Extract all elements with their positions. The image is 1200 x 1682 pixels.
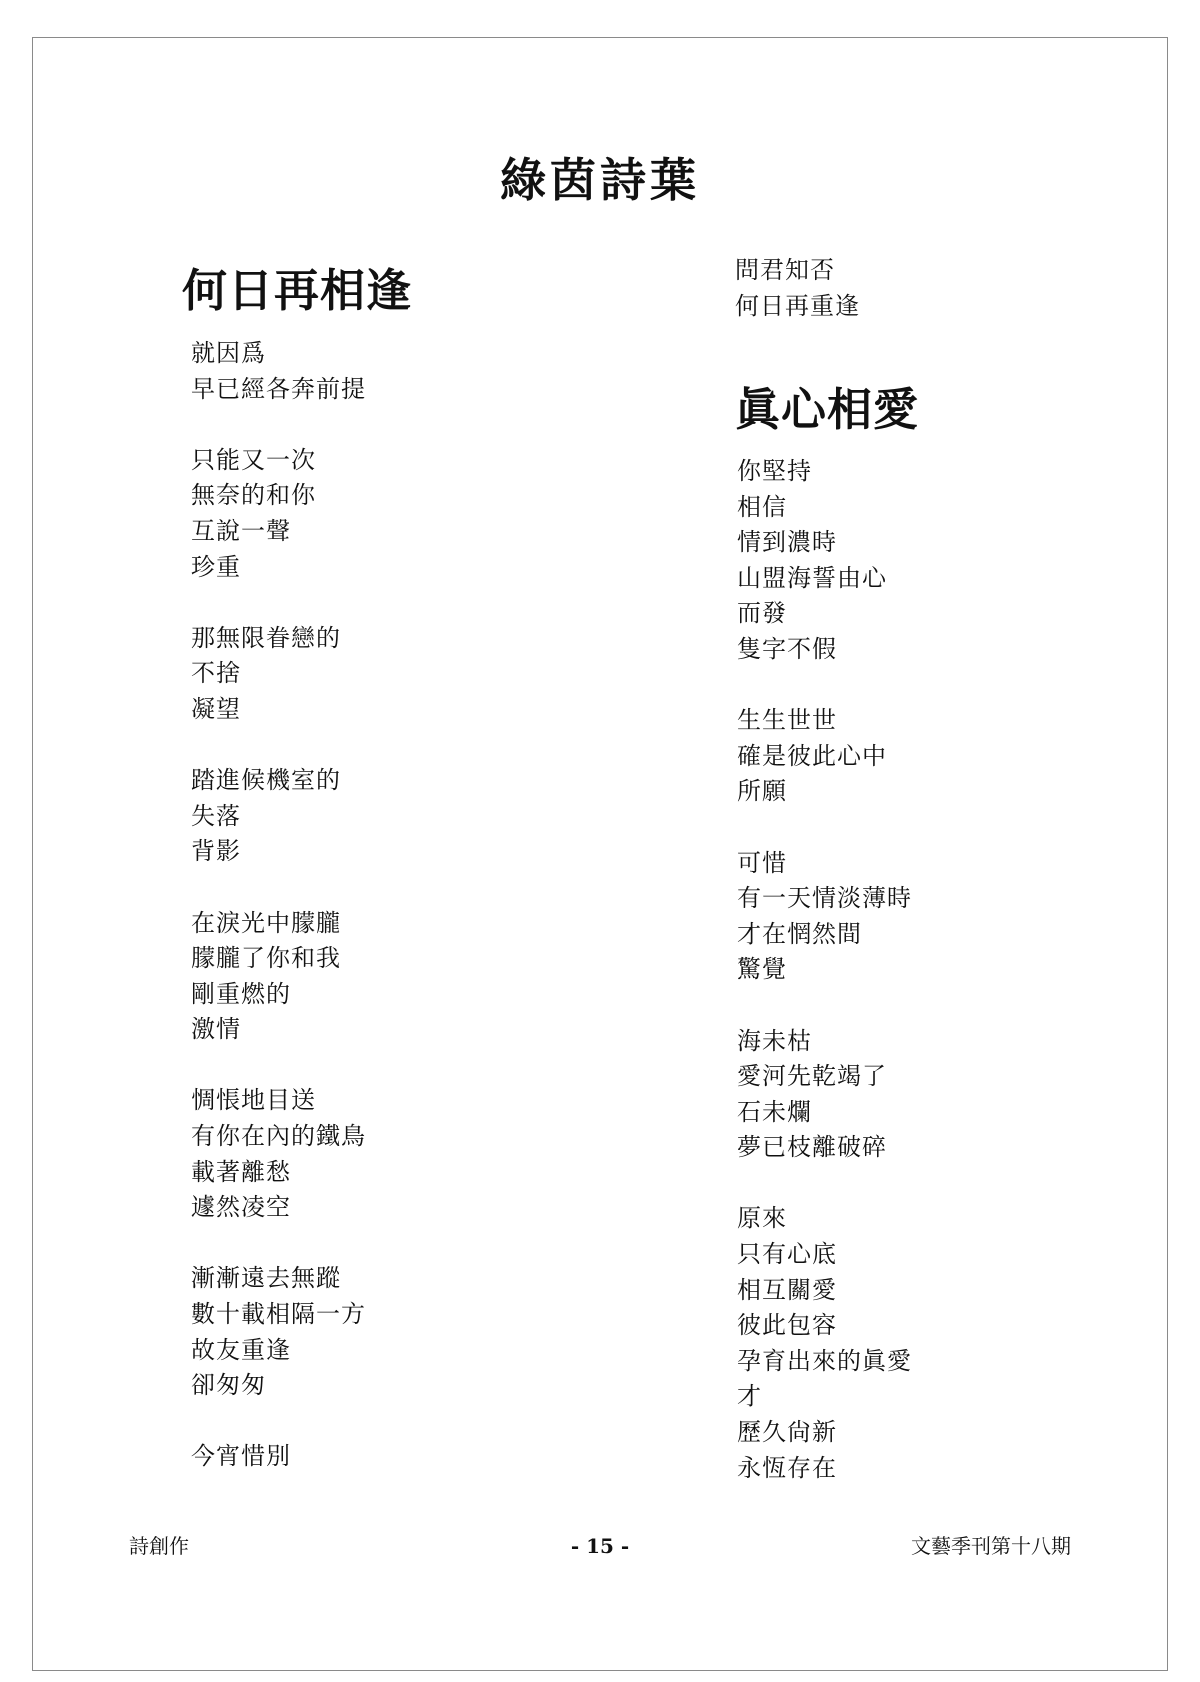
poem-1-line: 踏進候機室的 (191, 766, 341, 795)
poem-1-line: 載著離愁 (191, 1157, 291, 1186)
poem-1-continuation (735, 253, 860, 324)
poem-1-line: 漸漸遠去無蹤 (191, 1264, 341, 1293)
footer-section-label: 詩創作 (129, 1534, 189, 1558)
poem-2-line: 所願 (737, 777, 787, 806)
poem-2-line: 相互關愛 (737, 1275, 837, 1304)
poem-1-line: 激情 (191, 1015, 241, 1044)
poem-2-line: 石未爛 (737, 1097, 812, 1126)
poem-2-line: 確是彼此心中 (737, 741, 887, 770)
poem-2-line: 愛河先乾竭了 (737, 1062, 887, 1091)
poem-2-line: 而發 (737, 599, 787, 628)
poem-1-line: 凝望 (191, 694, 241, 723)
poem-2-line: 可惜 (737, 848, 787, 877)
poem-2-line: 海未枯 (737, 1026, 812, 1055)
poem-2-line: 才在惘然間 (737, 919, 862, 948)
poem-1-stanza (191, 336, 366, 407)
poem-2-line: 原來 (737, 1204, 787, 1233)
poem-1-cont-line: 問君知否 (735, 256, 835, 284)
poem-1-line: 今宵惜別 (191, 1442, 291, 1471)
section-title: 綠茵詩葉 (500, 153, 700, 207)
poem-2-stanza (737, 1024, 912, 1166)
poem-1-line: 珍重 (191, 552, 241, 581)
poem-1-line: 無奈的和你 (191, 481, 316, 510)
poem-1-line: 就因爲 (191, 339, 266, 367)
poem-1-line: 背影 (191, 837, 241, 866)
poem-1-stanza (191, 1261, 366, 1403)
poem-1-cont-line: 何日再重逢 (735, 291, 860, 320)
poem-1-line: 不捨 (191, 659, 241, 688)
poem-1-line: 互說一聲 (191, 516, 291, 545)
poem-2-line: 才 (737, 1382, 762, 1411)
poem-2-stanza (737, 703, 912, 810)
poem-1-line: 朦朧了你和我 (191, 944, 341, 973)
poem-1-line: 那無限眷戀的 (191, 623, 341, 652)
poem-1-line: 遽然凌空 (191, 1193, 291, 1222)
poem-2-stanza (737, 1201, 912, 1486)
poem-1-stanza (191, 1083, 366, 1225)
poem-1-line: 在淚光中朦朧 (191, 908, 341, 937)
poem-2-stanza (737, 454, 912, 668)
poem-2-line: 驚覺 (737, 955, 787, 984)
poem-1-line: 剛重燃的 (191, 979, 291, 1008)
poem-title-2: 眞心相愛 (735, 383, 920, 436)
poem-2-line: 隻字不假 (737, 634, 837, 663)
poem-1-line: 早已經各奔前提 (191, 374, 366, 403)
poem-1-line: 只能又一次 (191, 445, 316, 474)
poem-2-line: 歷久尙新 (737, 1418, 837, 1447)
poem-1-stanza (191, 1439, 366, 1475)
poem-1-cont-stanza (735, 253, 860, 324)
poem-1-line: 失落 (191, 801, 241, 830)
poem-1-line: 數十載相隔一方 (191, 1300, 366, 1329)
poem-2-line: 彼此包容 (737, 1311, 837, 1340)
poem-2-line: 永恆存在 (737, 1453, 837, 1482)
poem-1-body (191, 336, 366, 1475)
poem-title-1: 何日再相逢 (182, 264, 413, 317)
poem-1-stanza (191, 621, 366, 728)
poem-2-line: 情到濃時 (737, 528, 837, 557)
poem-2-line: 只有心底 (737, 1240, 837, 1269)
poem-2-line: 生生世世 (737, 706, 837, 735)
poem-2-stanza (737, 846, 912, 988)
page-number: - 15 - (570, 1534, 630, 1558)
poem-2-line: 山盟海誓由心 (737, 563, 887, 592)
poem-2-line: 你堅持 (737, 457, 812, 485)
poem-2-body (737, 454, 912, 1486)
footer-publication: 文藝季刊第十八期 (911, 1534, 1071, 1558)
poem-1-stanza (191, 906, 366, 1048)
poem-1-stanza (191, 763, 366, 870)
poem-1-stanza (191, 443, 366, 585)
poem-1-line: 惆悵地目送 (191, 1086, 316, 1115)
poem-1-line: 有你在內的鐵鳥 (191, 1122, 366, 1151)
poem-1-line: 卻匆匆 (191, 1371, 266, 1400)
poem-2-line: 夢已枝離破碎 (737, 1133, 887, 1162)
poem-1-line: 故友重逢 (191, 1335, 291, 1364)
poem-2-line: 有一天情淡薄時 (737, 884, 912, 913)
poem-2-line: 孕育出來的眞愛 (737, 1346, 912, 1375)
poem-2-line: 相信 (737, 492, 787, 521)
